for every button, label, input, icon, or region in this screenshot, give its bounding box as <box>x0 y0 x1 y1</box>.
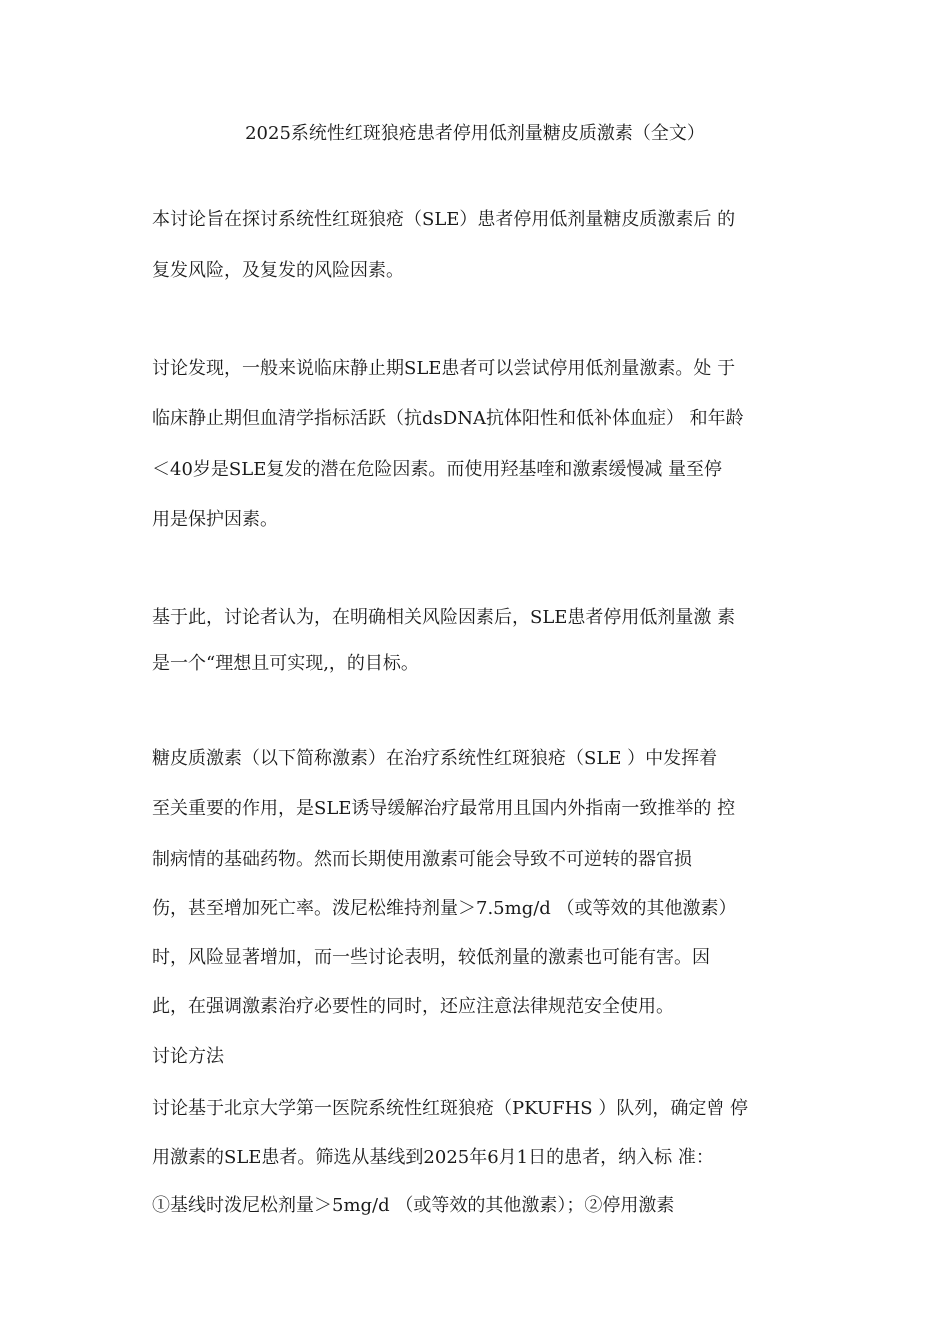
paragraph-1-line-1: 本讨论旨在探讨系统性红斑狼疮（SLE）患者停用低剂量糖皮质激素后 的 <box>152 209 736 230</box>
paragraph-4-line-3: 制病情的基础药物。然而长期使用激素可能会导致不可逆转的器官损 <box>152 849 692 870</box>
paragraph-4-line-6: 此，在强调激素治疗必要性的同时，还应注意法律规范安全使用。 <box>152 996 674 1017</box>
paragraph-4-line-5: 时，风险显著增加，而一些讨论表明，较低剂量的激素也可能有害。因 <box>152 947 710 968</box>
paragraph-2-line-3: ＜40岁是SLE复发的潜在危险因素。而使用羟基喹和激素缓慢减 量至停 <box>152 459 723 480</box>
paragraph-5-line-3: ①基线时泼尼松剂量＞5mg/d （或等效的其他激素）；②停用激素 <box>152 1195 675 1216</box>
paragraph-4-line-2: 至关重要的作用，是SLE诱导缓解治疗最常用且国内外指南一致推举的 控 <box>152 798 736 819</box>
paragraph-5-line-2: 用激素的SLE患者。筛选从基线到2025年6月1日的患者，纳入标 准： <box>152 1147 714 1168</box>
paragraph-2-line-4: 用是保护因素。 <box>152 509 278 530</box>
paragraph-3-line-1: 基于此，讨论者认为，在明确相关风险因素后，SLE患者停用低剂量激 素 <box>152 607 736 628</box>
paragraph-3-line-2: 是一个“理想且可实现,，的目标。 <box>152 653 419 674</box>
document-title: 2025系统性红斑狼疮患者停用低剂量糖皮质激素（全文） <box>245 123 705 144</box>
paragraph-2-line-1: 讨论发现，一般来说临床静止期SLE患者可以尝试停用低剂量激素。处 于 <box>152 358 736 379</box>
paragraph-1-line-2: 复发风险，及复发的风险因素。 <box>152 260 404 281</box>
paragraph-5-line-1: 讨论基于北京大学第一医院系统性红斑狼疮（PKUFHS ）队列，确定曾 停 <box>152 1098 749 1119</box>
paragraph-2-line-2: 临床静止期但血清学指标活跃（抗dsDNA抗体阳性和低补体血症） 和年龄 <box>152 408 744 429</box>
paragraph-4-line-4: 伤，甚至增加死亡率。泼尼松维持剂量＞7.5mg/d （或等效的其他激素） <box>152 898 737 919</box>
paragraph-4-line-1: 糖皮质激素（以下简称激素）在治疗系统性红斑狼疮（SLE ）中发挥着 <box>152 748 718 769</box>
section-heading: 讨论方法 <box>152 1046 224 1067</box>
